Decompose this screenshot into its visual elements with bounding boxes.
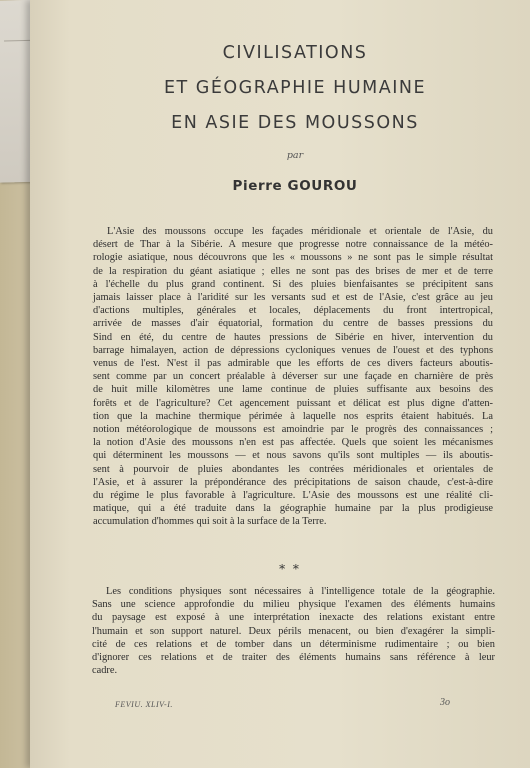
byline-prefix: par [286, 150, 304, 161]
paragraph-line: l'humain et son support naturel. Deux périls menacent, ou bien d'exagérer la simpli- [92, 625, 495, 637]
paragraph-line: de huit mille kilomètres une lame continue de pluies suffisante aux besoins des [93, 384, 493, 396]
page-number: 3o [440, 697, 450, 708]
title-line-1: CIVILISATIONS [222, 43, 368, 63]
paragraph-line: L'Asie des moussons occupe les façades méridionale et orientale de l'Asie, du [107, 226, 493, 237]
paragraph-line: forêts et de l'agriculture? Cet agencement puissant et délicat est plus digne d'atten- [93, 397, 493, 409]
paragraph-line: du paysage est exposé à une interprétation inexacte des relations existant entre [92, 612, 495, 624]
book-page [30, 0, 530, 768]
paragraph-line: la notion d'Asie des moussons n'en est pas affectée. Quels que soient les mécanismes [93, 437, 493, 449]
paragraph-line: à l'échelle du plus grand continent. Si des pluies bienfaisantes se précipitent sans [93, 278, 493, 290]
paragraph-line: Sind en été, du centre de hautes pressions de Sibérie en hiver, intervention du [93, 331, 493, 343]
paragraph-line: d'ignorer ces relations et de traiter des éléments humains sans référence à leur [92, 652, 495, 664]
paragraph-line: du régime le plus favorable à l'agriculture. L'Asie des moussons est une réalité cli- [93, 490, 493, 502]
author-name: Pierre GOUROU [232, 178, 358, 194]
paragraph-line: Les conditions physiques sont nécessaires à l'intelligence totale de la géographie. [106, 586, 495, 597]
paragraph-line: sent à pourvoir de pluies abondantes les contrées méridionales et orientales de [93, 463, 493, 475]
article-title [130, 36, 460, 141]
paragraph-line: cadre. [92, 665, 118, 677]
paragraph-line: cité de ces relations et de tomber dans un déterminisme rudimentaire ; ou bien [92, 638, 495, 650]
paragraph-line: arrivée de masses d'air équatorial, formation du centre de basses pressions du [93, 318, 493, 330]
title-line-2: ET GÉOGRAPHIE HUMAINE [163, 78, 427, 98]
paragraph-line: matique, qui a été traduite dans la géographie humaine par la plus prodigieuse [93, 503, 493, 515]
paragraph-line: jamais laisser place à l'aridité sur les versants sud et est de l'Asie, c'est grâce au jeu [93, 292, 493, 304]
paragraph-line: sent comme par un concert préalable à déverser sur une façade en charnière de près [93, 371, 493, 383]
paragraph-line: d'actions multiples, générales et locales, déplacements du front intertropical, [93, 305, 493, 317]
paragraph-line: accumulation d'hommes qui soit à la surface de la Terre. [93, 516, 327, 528]
paragraph-line: tion que la machine thermique périmée à laquelle nos esprits étaient habitués. La [93, 410, 493, 422]
paragraph-line: de la respiration du géant asiatique ; elles ne sont pas des brises de mer et de terre [93, 265, 493, 277]
section-separator: * * [279, 562, 301, 576]
title-line-3: EN ASIE DES MOUSSONS [171, 113, 419, 133]
paragraph-line: désert de Thar à la Sibérie. A mesure que progresse notre connaissance de la météo- [93, 239, 493, 251]
paragraph-line: l'Asie, et à assurer la prépondérance des précipitations de saison chaude, c'est-à-dire [93, 476, 493, 488]
paragraph-line: qui déterminent les moussons — et nous savons qu'ils sont multiples — ils aboutis- [93, 450, 493, 462]
paragraph-line: rologie asiatique, nous découvrons que les « moussons » ne sont pas le simple résultat [93, 252, 493, 264]
body-paragraph-1 [93, 225, 493, 529]
paragraph-line: notion météorologique de moussons est amoindrie par le progrès des connaissances ; [93, 424, 493, 436]
paragraph-line: Sans une science approfondie du milieu physique l'examen des éléments humains [92, 599, 495, 611]
paragraph-line: venus de l'est. N'est il pas admirable que les efforts de ces divers facteurs aboutis- [93, 358, 493, 370]
footer-signature: FEVIU. XLIV-I. [115, 700, 173, 709]
body-paragraph-2 [92, 585, 495, 677]
paragraph-line: barrage himalayen, action de dépressions cycloniques venues de l'ouest et des typhons [93, 344, 493, 356]
